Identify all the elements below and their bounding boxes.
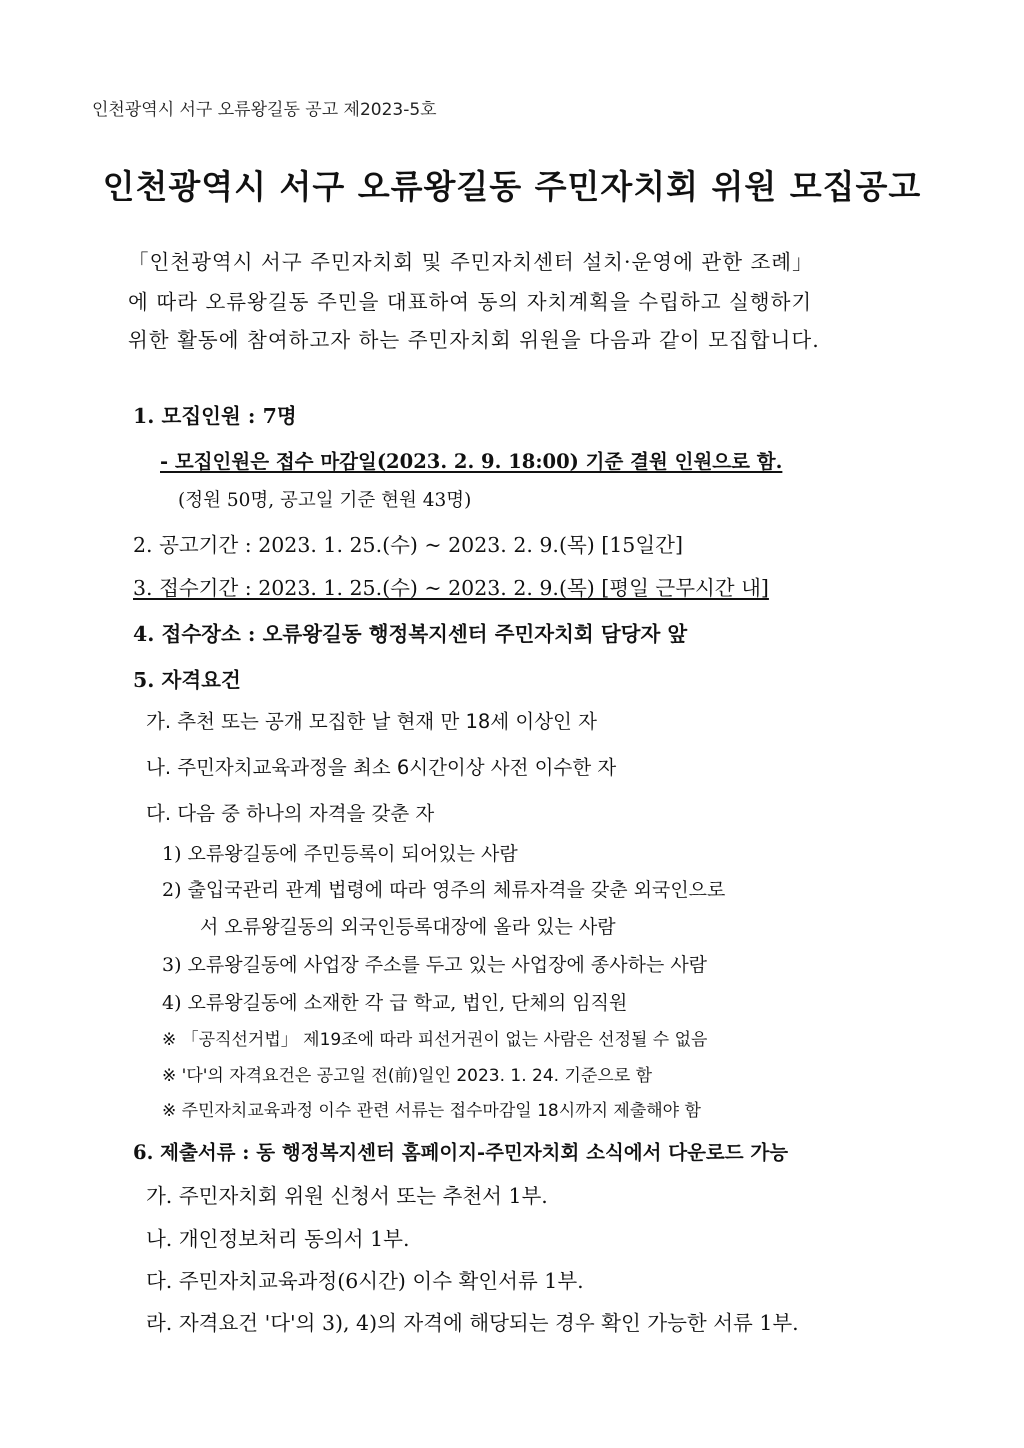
recruit-heading: 1. 모집인원 : 7명 <box>133 404 297 428</box>
qualification-note-1: ※ 「공직선거법」 제19조에 따라 피선거권이 없는 사람은 선정될 수 없음 <box>162 1030 708 1050</box>
qualification-c1: 1) 오류왕길동에 주민등록이 되어있는 사람 <box>162 843 518 865</box>
documents-heading: 6. 제출서류 : 동 행정복지센터 홈페이지-주민자치회 소식에서 다운로드 가능 <box>133 1141 789 1164</box>
documents-c: 다. 주민자치교육과정(6시간) 이수 확인서류 1부. <box>146 1269 584 1293</box>
documents-d: 라. 자격요건 '다'의 3), 4)의 자격에 해당되는 경우 확인 가능한 서류 1부. <box>146 1311 799 1335</box>
qualification-c4: 4) 오류왕길동에 소재한 각 급 학교, 법인, 단체의 임직원 <box>162 992 628 1014</box>
receipt-period: 3. 접수기간 : 2023. 1. 25.(수) ~ 2023. 2. 9.(목) [평일 근무시간 내] <box>133 576 769 600</box>
intro-line-3: 위한 활동에 참여하고자 하는 주민자치회 위원을 다음과 같이 모집합니다. <box>128 328 820 352</box>
documents-a: 가. 주민자치회 위원 신청서 또는 추천서 1부. <box>146 1184 548 1208</box>
recruit-sub: (정원 50명, 공고일 기준 현원 43명) <box>178 490 472 511</box>
qualification-b: 나. 주민자치교육과정을 최소 6시간이상 사전 이수한 자 <box>146 756 617 779</box>
qualification-a: 가. 추천 또는 공개 모집한 날 현재 만 18세 이상인 자 <box>146 710 597 733</box>
notice-period: 2. 공고기간 : 2023. 1. 25.(수) ~ 2023. 2. 9.(목) [15일간] <box>133 533 683 557</box>
notice-number: 인천광역시 서구 오류왕길동 공고 제2023-5호 <box>92 100 437 120</box>
qualification-heading: 5. 자격요건 <box>133 668 241 692</box>
documents-b: 나. 개인정보처리 동의서 1부. <box>146 1227 410 1251</box>
receipt-place: 4. 접수장소 : 오류왕길동 행정복지센터 주민자치회 담당자 앞 <box>133 622 688 646</box>
qualification-c2-line1: 2) 출입국관리 관계 법령에 따라 영주의 체류자격을 갖춘 외국인으로 <box>162 879 726 901</box>
intro-line-2: 에 따라 오류왕길동 주민을 대표하여 동의 자치계획을 수립하고 실행하기 <box>128 290 813 314</box>
page-title: 인천광역시 서구 오류왕길동 주민자치회 위원 모집공고 <box>102 167 922 206</box>
qualification-note-2: ※ '다'의 자격요건은 공고일 전(前)일인 2023. 1. 24. 기준으로 함 <box>162 1066 653 1086</box>
recruit-detail: - 모집인원은 접수 마감일(2023. 2. 9. 18:00) 기준 결원 인원으로 함. <box>160 450 783 473</box>
qualification-c: 다. 다음 중 하나의 자격을 갖춘 자 <box>146 802 435 825</box>
qualification-c3: 3) 오류왕길동에 사업장 주소를 두고 있는 사업장에 종사하는 사람 <box>162 954 708 976</box>
qualification-note-3: ※ 주민자치교육과정 이수 관련 서류는 접수마감일 18시까지 제출해야 함 <box>162 1101 701 1121</box>
intro-line-1: 「인천광역시 서구 주민자치회 및 주민자치센터 설치·운영에 관한 조례」 <box>128 250 814 274</box>
qualification-c2-line2: 서 오류왕길동의 외국인등록대장에 올라 있는 사람 <box>200 916 616 938</box>
